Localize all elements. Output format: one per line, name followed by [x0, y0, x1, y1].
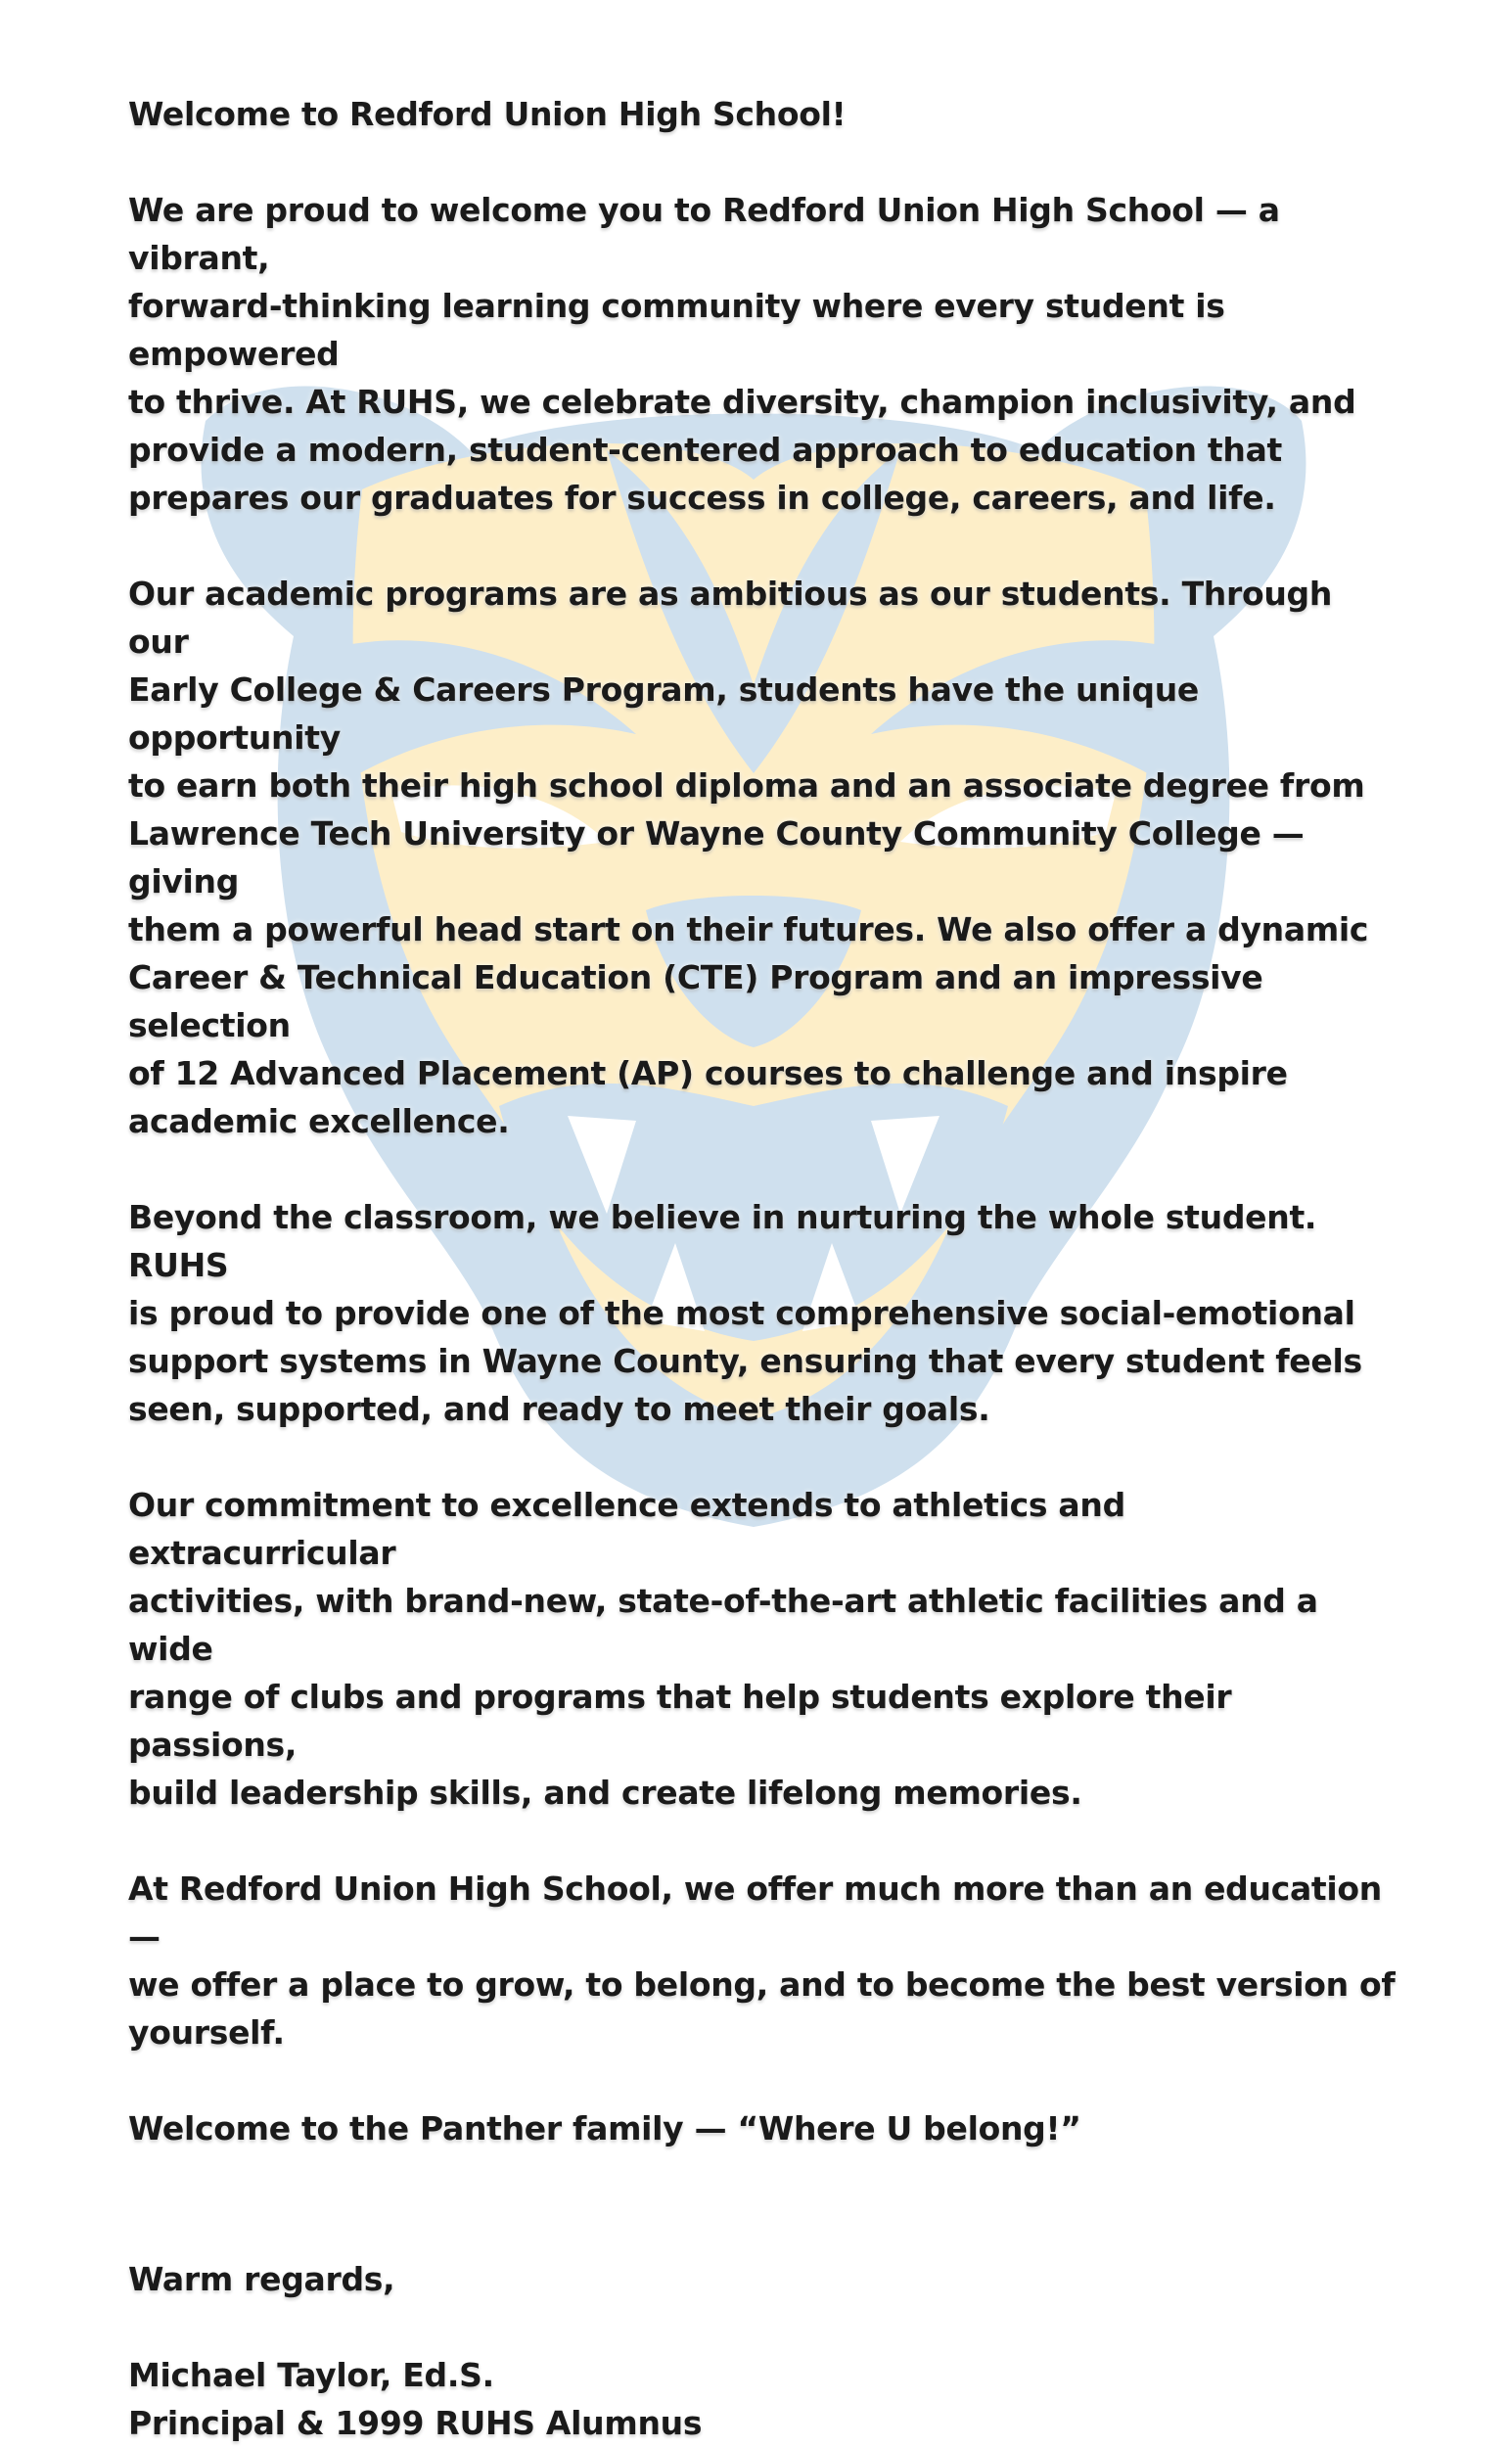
letter-greeting: Welcome to Redford Union High School!	[128, 95, 847, 133]
signer-name: Michael Taylor, Ed.S.	[128, 2356, 494, 2394]
letter-paragraph-conclusion: At Redford Union High School, we offer much more than an education — we offer a place to grow, to belong, and to become the best version of yourself.	[128, 1870, 1396, 2052]
signer-title: Principal & 1999 RUHS Alumnus	[128, 2404, 703, 2442]
letter-paragraph-academics: Our academic programs are as ambitious as our students. Through our Early College & Careers Program, students have the unique opportunity to earn both their high school diploma and an associate degree from Lawrence Tech University or Wayne County Community College — giving them a powerful head start on their futures. We also offer a dynamic Career & Technical Education (CTE) Program and an impressive selection of 12 Advanced Placement (AP) courses to challenge and inspire academic excellence.	[128, 575, 1369, 1140]
letter-tagline: Welcome to the Panther family — “Where U belong!”	[128, 2109, 1081, 2147]
letter-paragraph-intro: We are proud to welcome you to Redford Union High School — a vibrant, forward-thinking learning community where every student is empowered to thrive. At RUHS, we celebrate diversity, champion inclusivity, and provide a modern, student-centered approach to education that prepares our graduates for success in college, careers, and life.	[128, 191, 1356, 517]
letter-closing: Warm regards,	[128, 2260, 395, 2298]
letter-paragraph-athletics: Our commitment to excellence extends to athletics and extracurricular activities, with brand-new, state-of-the-art athletic facilities and a wide range of clubs and programs that help students explore their passions, build leadership skills, and create lifelong memories.	[128, 1486, 1318, 1812]
welcome-letter	[128, 90, 1400, 2447]
letter-paragraph-support: Beyond the classroom, we believe in nurturing the whole student. RUHS is proud to provide one of the most comprehensive social-emotional support systems in Wayne County, ensuring that every student feels seen, supported, and ready to meet their goals.	[128, 1198, 1362, 1428]
